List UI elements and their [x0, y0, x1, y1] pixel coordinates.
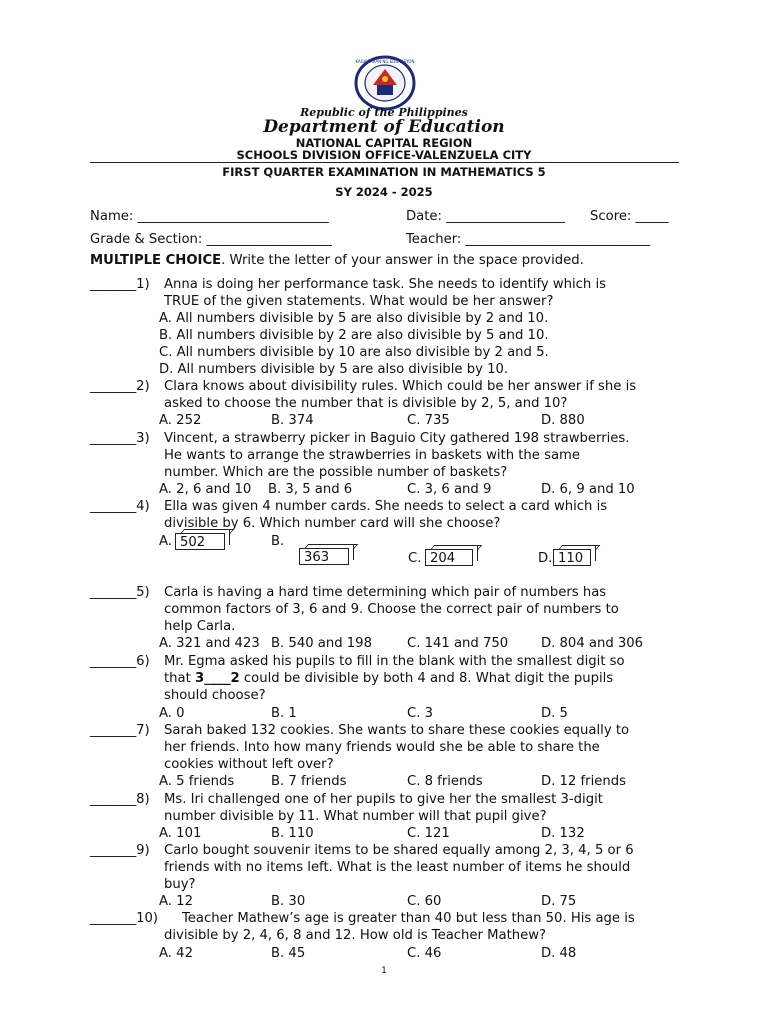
q1-stem-line1: Anna is doing her performance task. She needs to identify which is: [164, 277, 607, 292]
q4-card-363: 363: [299, 548, 349, 565]
q6-choice-a: A. 0: [159, 706, 185, 721]
q10-stem-line1: Teacher Mathew’s age is greater than 40 but less than 50. His age is: [182, 911, 635, 926]
q3-choice-d: D. 6, 9 and 10: [541, 482, 635, 497]
q3-number[interactable]: _______3): [90, 431, 150, 446]
q2-choice-a: A. 252: [159, 413, 202, 428]
q9-stem-line2: friends with no items left. What is the least number of items he should: [164, 860, 631, 875]
q7-stem-line1: Sarah baked 132 cookies. She wants to share these cookies equally to: [164, 723, 630, 738]
q4-choice-c-label: C.: [408, 551, 422, 566]
q4-card-502: 502: [175, 533, 225, 550]
q1-choice-c: C. All numbers divisible by 10 are also divisible by 2 and 5.: [159, 345, 549, 360]
q6-stem-post: could be divisible by both 4 and 8. What digit the pupils: [239, 671, 614, 686]
q2-choice-c: C. 735: [407, 413, 450, 428]
grade-section-field[interactable]: Grade & Section: ___________________: [90, 232, 332, 247]
q7-choice-b: B. 7 friends: [271, 774, 347, 789]
exam-title: FIRST QUARTER EXAMINATION IN MATHEMATICS 5: [222, 165, 546, 179]
school-year: SY 2024 - 2025: [335, 185, 433, 199]
q6-stem-pre: that: [164, 671, 195, 686]
division-text: SCHOOLS DIVISION OFFICE-VALENZUELA CITY: [236, 148, 532, 162]
q1-choice-b: B. All numbers divisible by 2 are also divisible by 5 and 10.: [159, 328, 549, 343]
header-rule: [90, 162, 679, 163]
q8-choice-a: A. 101: [159, 826, 202, 841]
q2-number[interactable]: _______2): [90, 379, 150, 394]
q6-stem-line1: Mr. Egma asked his pupils to fill in the blank with the smallest digit so: [164, 654, 625, 669]
q1-choice-a: A. All numbers divisible by 5 are also divisible by 2 and 10.: [159, 311, 549, 326]
q10-choice-b: B. 45: [271, 946, 306, 961]
q5-choice-b: B. 540 and 198: [271, 636, 372, 651]
q5-stem-line1: Carla is having a hard time determining which pair of numbers has: [164, 585, 607, 600]
q6-choice-b: B. 1: [271, 706, 297, 721]
q1-number[interactable]: _______1): [90, 277, 150, 292]
q8-choice-b: B. 110: [271, 826, 314, 841]
q3-stem-line1: Vincent, a strawberry picker in Baguio City gathered 198 strawberries.: [164, 431, 630, 446]
q3-choice-a: A. 2, 6 and 10: [159, 482, 252, 497]
q4-stem-line1: Ella was given 4 number cards. She needs to select a card which is: [164, 499, 608, 514]
q7-number[interactable]: _______7): [90, 723, 150, 738]
q9-number[interactable]: _______9): [90, 843, 150, 858]
score-field[interactable]: Score: _____: [590, 209, 669, 224]
q5-choice-d: D. 804 and 306: [541, 636, 644, 651]
q6-number[interactable]: _______6): [90, 654, 150, 669]
name-field[interactable]: Name: _____________________________: [90, 209, 329, 224]
q4-choice-b-label: B.: [271, 534, 285, 549]
q6-stem-line2: [164, 670, 613, 687]
q8-stem-line2: number divisible by 11. What number will that pupil give?: [164, 809, 547, 824]
q10-number[interactable]: _______10): [90, 911, 159, 926]
q6-blank-number: 3____2: [194, 671, 240, 686]
q3-choice-c: C. 3, 6 and 9: [407, 482, 492, 497]
q4-choice-a-label: A.: [159, 534, 172, 549]
svg-text:KAGAWARAN NG EDUKASYON: KAGAWARAN NG EDUKASYON: [355, 59, 415, 64]
q10-choice-c: C. 46: [407, 946, 442, 961]
q3-choice-b: B. 3, 5 and 6: [268, 482, 353, 497]
q9-stem-line1: Carlo bought souvenir items to be shared equally among 2, 3, 4, 5 or 6: [164, 843, 634, 858]
q8-choice-c: C. 121: [407, 826, 450, 841]
q2-stem-line1: Clara knows about divisibility rules. Which could be her answer if she is: [164, 379, 637, 394]
teacher-field[interactable]: Teacher: ____________________________: [406, 232, 651, 247]
q8-choice-d: D. 132: [541, 826, 585, 841]
republic-text: Republic of the Philippines: [300, 106, 468, 119]
q7-stem-line3: cookies without left over?: [164, 757, 334, 772]
q7-choice-a: A. 5 friends: [159, 774, 235, 789]
q4-stem-line2: divisible by 6. Which number card will she choose?: [164, 516, 501, 531]
q4-card-110: 110: [553, 549, 591, 566]
q6-choice-d: D. 5: [541, 706, 568, 721]
q4-number[interactable]: _______4): [90, 499, 150, 514]
page-number: 1: [381, 966, 387, 976]
q10-choice-d: D. 48: [541, 946, 577, 961]
q5-choice-a: A. 321 and 423: [159, 636, 260, 651]
q6-stem-line3: should choose?: [164, 688, 266, 703]
deped-seal: [352, 55, 418, 111]
date-field[interactable]: Date: __________________: [406, 209, 565, 224]
q7-choice-c: C. 8 friends: [407, 774, 483, 789]
q3-stem-line3: number. Which are the possible number of baskets?: [164, 465, 508, 480]
q2-choice-d: D. 880: [541, 413, 585, 428]
q5-number[interactable]: _______5): [90, 585, 150, 600]
q5-stem-line2: common factors of 3, 6 and 9. Choose the correct pair of numbers to: [164, 602, 619, 617]
q7-choice-d: D. 12 friends: [541, 774, 626, 789]
instructions-label: MULTIPLE CHOICE: [90, 253, 222, 268]
q9-choice-b: B. 30: [271, 894, 306, 909]
q9-choice-d: D. 75: [541, 894, 577, 909]
q9-choice-a: A. 12: [159, 894, 193, 909]
q8-stem-line1: Ms. Iri challenged one of her pupils to give her the smallest 3-digit: [164, 792, 603, 807]
q9-stem-line3: buy?: [164, 877, 196, 892]
q9-choice-c: C. 60: [407, 894, 442, 909]
q2-choice-b: B. 374: [271, 413, 314, 428]
q5-choice-c: C. 141 and 750: [407, 636, 509, 651]
department-title: Department of Education: [263, 117, 505, 137]
q10-stem-line2: divisible by 2, 4, 6, 8 and 12. How old is Teacher Mathew?: [164, 928, 547, 943]
q7-stem-line2: her friends. Into how many friends would she be able to share the: [164, 740, 600, 755]
q1-choice-d: D. All numbers divisible by 5 are also divisible by 10.: [159, 362, 509, 377]
q4-choice-d-label: D.: [538, 551, 553, 566]
q2-stem-line2: asked to choose the number that is divisible by 2, 5, and 10?: [164, 396, 568, 411]
instructions-text: . Write the letter of your answer in the space provided.: [221, 253, 584, 268]
q3-stem-line2: He wants to arrange the strawberries in baskets with the same: [164, 448, 580, 463]
q4-card-204: 204: [425, 549, 473, 566]
q6-choice-c: C. 3: [407, 706, 433, 721]
q10-choice-a: A. 42: [159, 946, 193, 961]
instructions: [90, 252, 584, 269]
q5-stem-line3: help Carla.: [164, 619, 236, 634]
q8-number[interactable]: _______8): [90, 792, 150, 807]
q1-stem-line2: TRUE of the given statements. What would be her answer?: [164, 294, 554, 309]
region-text: NATIONAL CAPITAL REGION: [295, 136, 473, 150]
